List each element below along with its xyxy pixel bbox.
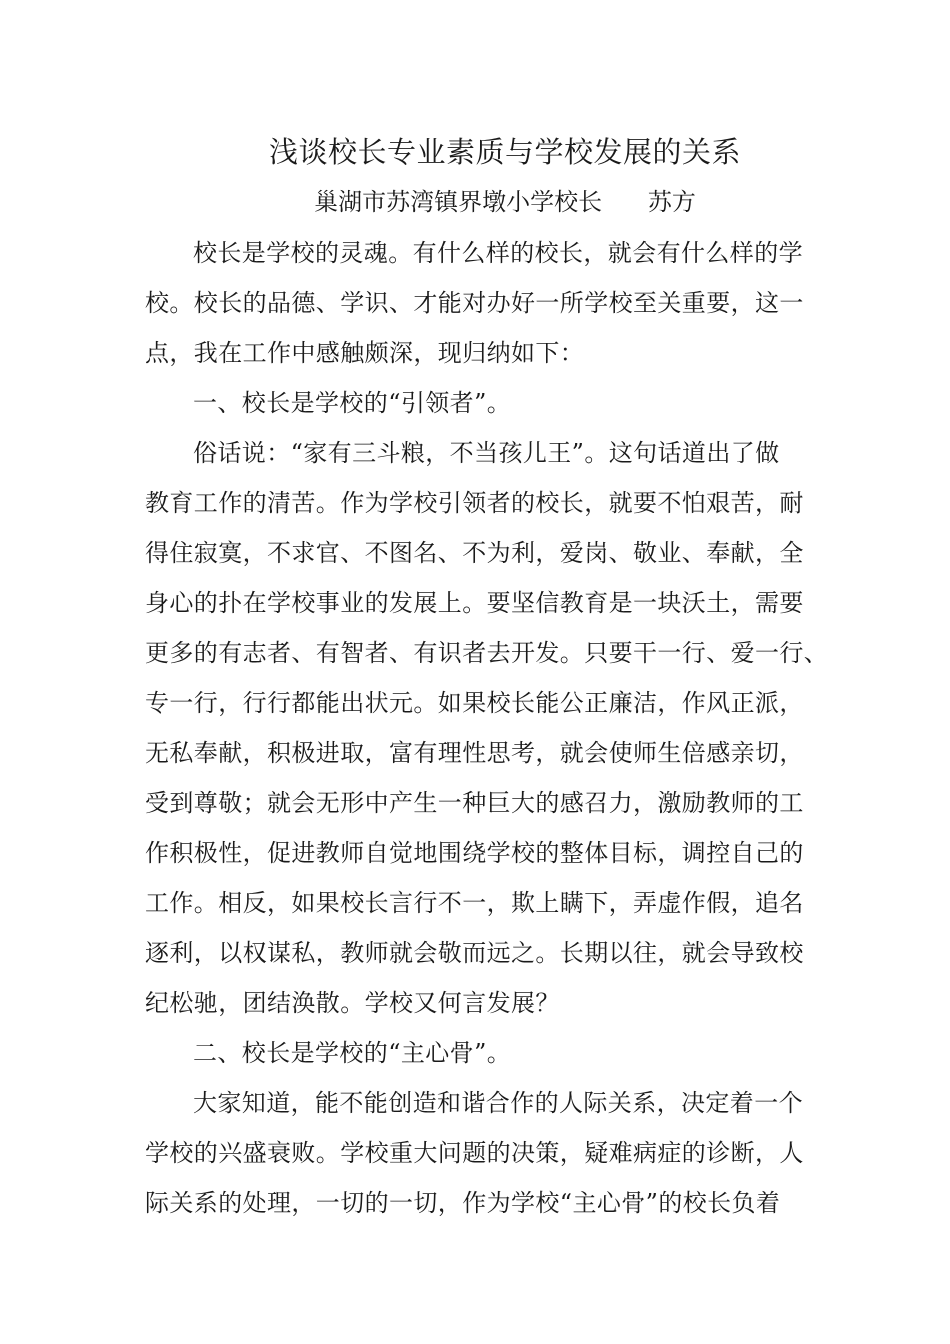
text-line: 俗话说：“家有三斗粮，不当孩儿王”。这句话道出了做 (193, 439, 780, 467)
author-byline: 巢湖市苏湾镇界墩小学校长 苏方 (314, 188, 696, 216)
text-line: 大家知道，能不能创造和谐合作的人际关系，决定着一个 (193, 1089, 803, 1117)
text-line: 点，我在工作中感触颇深，现归纳如下： (145, 339, 585, 367)
text-line: 逐利，以权谋私，教师就会敬而远之。长期以往，就会导致校 (145, 939, 804, 967)
text-line: 更多的有志者、有智者、有识者去开发。只要干一行、爱一行、 (145, 639, 829, 667)
text-line: 作积极性，促进教师自觉地围绕学校的整体目标，调控自己的 (145, 839, 804, 867)
text-line: 受到尊敬；就会无形中产生一种巨大的感召力，激励教师的工 (145, 789, 804, 817)
document-title: 浅谈校长专业素质与学校发展的关系 (268, 135, 741, 169)
text-line: 专一行，行行都能出状元。如果校长能公正廉洁，作风正派， (145, 689, 804, 717)
text-line: 身心的扑在学校事业的发展上。要坚信教育是一块沃土，需要 (145, 589, 804, 617)
text-line: 无私奉献，积极进取，富有理性思考，就会使师生倍感亲切， (145, 739, 804, 767)
text-line: 学校的兴盛衰败。学校重大问题的决策，疑难病症的诊断，人 (145, 1139, 804, 1167)
text-line: 一、校长是学校的“引领者”。 (193, 389, 512, 417)
body-text (145, 228, 829, 1228)
text-line: 工作。相反，如果校长言行不一，欺上瞒下，弄虚作假，追名 (145, 889, 804, 917)
text-line: 际关系的处理，一切的一切，作为学校“主心骨”的校长负着 (145, 1189, 781, 1217)
text-line: 教育工作的清苦。作为学校引领者的校长，就要不怕艰苦，耐 (145, 489, 804, 517)
text-line: 二、校长是学校的“主心骨”。 (193, 1039, 512, 1067)
text-line: 校。校长的品德、学识、才能对办好一所学校至关重要，这一 (145, 289, 804, 317)
text-line: 纪松驰，团结涣散。学校又何言发展？ (145, 989, 560, 1017)
text-line: 得住寂寞，不求官、不图名、不为利，爱岗、敬业、奉献，全 (145, 539, 804, 567)
text-line: 校长是学校的灵魂。有什么样的校长，就会有什么样的学 (193, 239, 803, 267)
